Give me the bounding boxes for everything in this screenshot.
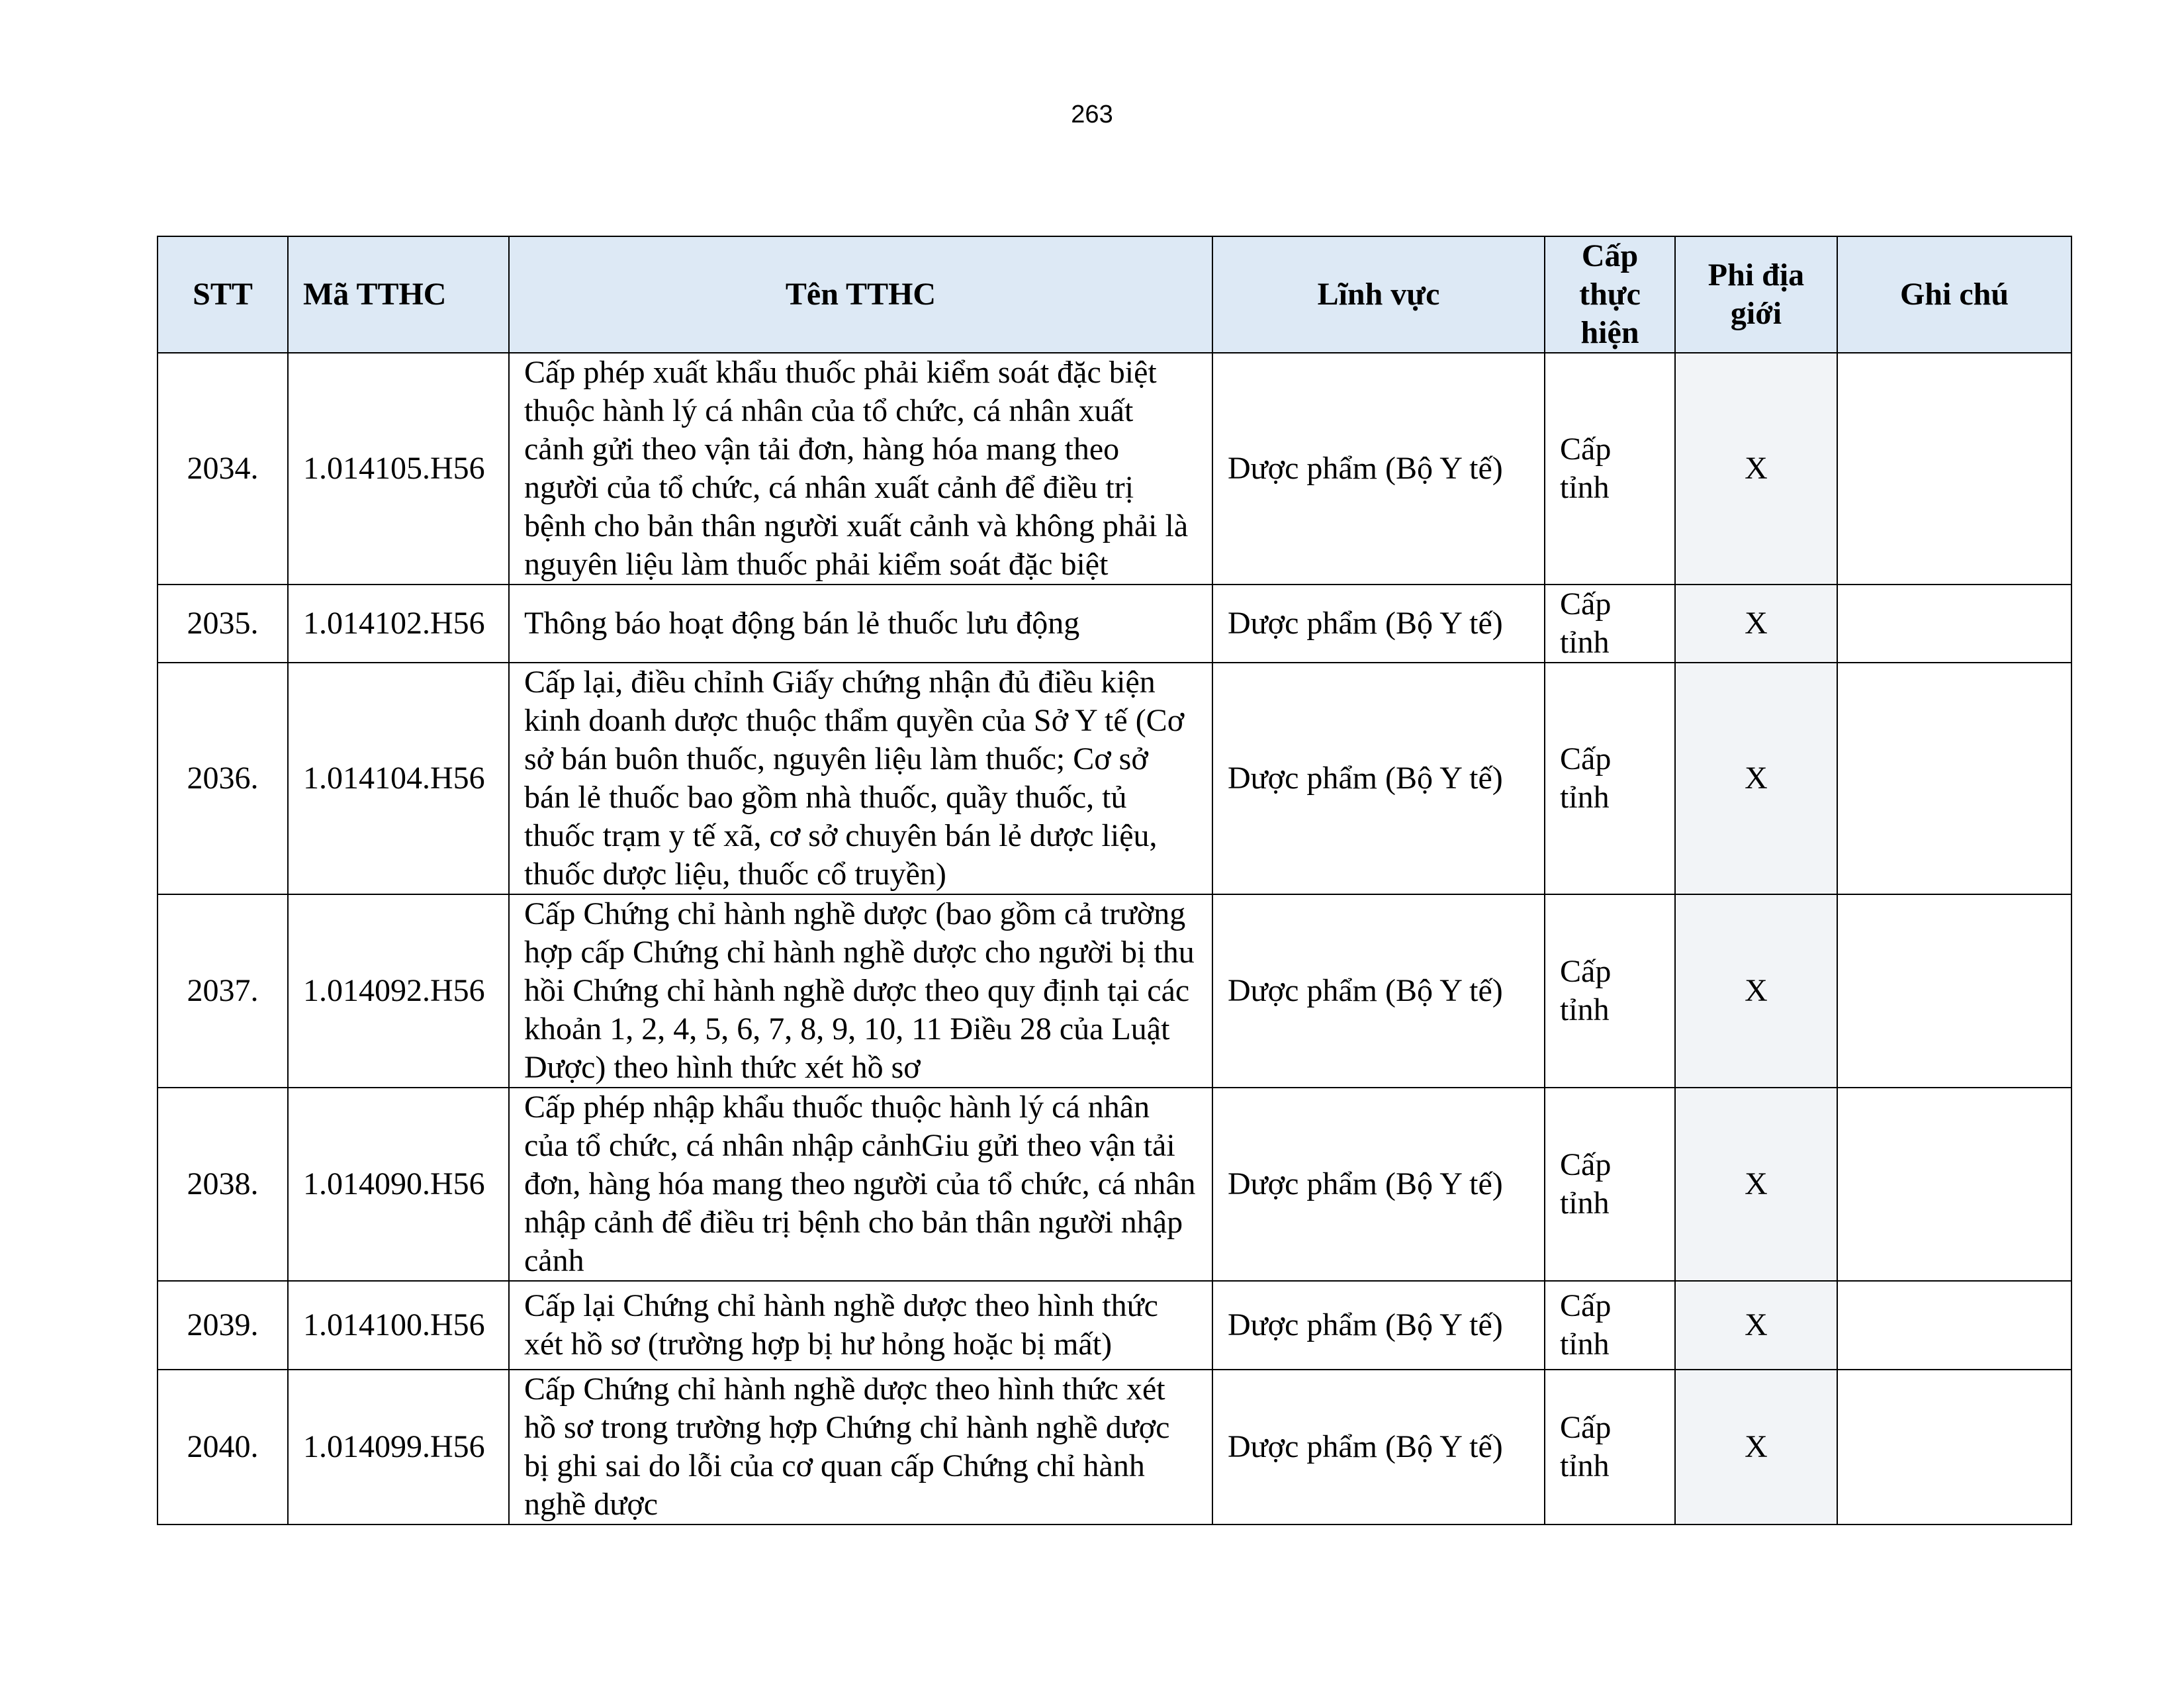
cell-cap-thuc-hien: Cấp tỉnh xyxy=(1545,585,1675,663)
cell-stt: 2037. xyxy=(158,894,288,1088)
cell-stt: 2040. xyxy=(158,1370,288,1524)
cell-stt: 2038. xyxy=(158,1088,288,1281)
procedures-table xyxy=(157,236,2072,1525)
cell-linh-vuc: Dược phẩm (Bộ Y tế) xyxy=(1212,353,1545,585)
cell-ghi-chu xyxy=(1837,1370,2071,1524)
cell-ma-tthc: 1.014105.H56 xyxy=(288,353,509,585)
cell-ma-tthc: 1.014099.H56 xyxy=(288,1370,509,1524)
table-row xyxy=(158,1281,2071,1370)
cell-linh-vuc: Dược phẩm (Bộ Y tế) xyxy=(1212,1281,1545,1370)
cell-phi-dia-gioi: X xyxy=(1675,1088,1837,1281)
cell-ten-tthc: Cấp phép xuất khẩu thuốc phải kiểm soát đặc biệt thuộc hành lý cá nhân của tổ chức, cá nhân xuất cảnh gửi theo vận tải đơn, hàng hóa mang theo người của tổ chức, cá nhân xuất cảnh để điều trị bệnh cho bản thân người xuất cảnh và không phải là nguyên liệu làm thuốc phải kiểm soát đặc biệt xyxy=(509,353,1212,585)
cell-ten-tthc: Cấp Chứng chỉ hành nghề dược (bao gồm cả trường hợp cấp Chứng chỉ hành nghề dược cho người bị thu hồi Chứng chỉ hành nghề dược theo quy định tại các khoản 1, 2, 4, 5, 6, 7, 8, 9, 10, 11 Điều 28 của Luật Dược) theo hình thức xét hồ sơ xyxy=(509,894,1212,1088)
cell-ghi-chu xyxy=(1837,1281,2071,1370)
cell-phi-dia-gioi: X xyxy=(1675,663,1837,894)
table-row xyxy=(158,585,2071,663)
cell-stt: 2036. xyxy=(158,663,288,894)
cell-phi-dia-gioi: X xyxy=(1675,894,1837,1088)
header-ghi-chu: Ghi chú xyxy=(1837,236,2071,353)
header-ma-tthc: Mã TTHC xyxy=(288,236,509,353)
cell-stt: 2039. xyxy=(158,1281,288,1370)
cell-cap-thuc-hien: Cấp tỉnh xyxy=(1545,894,1675,1088)
cell-ten-tthc: Cấp lại, điều chỉnh Giấy chứng nhận đủ điều kiện kinh doanh dược thuộc thẩm quyền của Sở Y tế (Cơ sở bán buôn thuốc, nguyên liệu làm thuốc; Cơ sở bán lẻ thuốc bao gồm nhà thuốc, quầy thuốc, tủ thuốc trạm y tế xã, cơ sở chuyên bán lẻ dược liệu, thuốc dược liệu, thuốc cổ truyền) xyxy=(509,663,1212,894)
header-cap-thuc-hien: Cấp thực hiện xyxy=(1545,236,1675,353)
cell-cap-thuc-hien: Cấp tỉnh xyxy=(1545,1088,1675,1281)
cell-ghi-chu xyxy=(1837,1088,2071,1281)
cell-ghi-chu xyxy=(1837,353,2071,585)
cell-ma-tthc: 1.014090.H56 xyxy=(288,1088,509,1281)
cell-ten-tthc: Thông báo hoạt động bán lẻ thuốc lưu động xyxy=(509,585,1212,663)
cell-stt: 2034. xyxy=(158,353,288,585)
cell-ghi-chu xyxy=(1837,585,2071,663)
cell-linh-vuc: Dược phẩm (Bộ Y tế) xyxy=(1212,585,1545,663)
cell-linh-vuc: Dược phẩm (Bộ Y tế) xyxy=(1212,1088,1545,1281)
header-ten-tthc: Tên TTHC xyxy=(509,236,1212,353)
page-number: 263 xyxy=(1071,101,1113,128)
header-linh-vuc: Lĩnh vực xyxy=(1212,236,1545,353)
cell-ten-tthc: Cấp Chứng chỉ hành nghề dược theo hình thức xét hồ sơ trong trường hợp Chứng chỉ hành nghề dược bị ghi sai do lỗi của cơ quan cấp Chứng chỉ hành nghề dược xyxy=(509,1370,1212,1524)
cell-cap-thuc-hien: Cấp tỉnh xyxy=(1545,663,1675,894)
cell-ma-tthc: 1.014100.H56 xyxy=(288,1281,509,1370)
cell-phi-dia-gioi: X xyxy=(1675,585,1837,663)
table-row xyxy=(158,353,2071,585)
cell-phi-dia-gioi: X xyxy=(1675,1370,1837,1524)
cell-stt: 2035. xyxy=(158,585,288,663)
header-phi-dia-gioi: Phi địa giới xyxy=(1675,236,1837,353)
cell-cap-thuc-hien: Cấp tỉnh xyxy=(1545,1370,1675,1524)
table-header-row xyxy=(158,236,2071,353)
table-row xyxy=(158,1088,2071,1281)
cell-ten-tthc: Cấp lại Chứng chỉ hành nghề dược theo hình thức xét hồ sơ (trường hợp bị hư hỏng hoặc bị mất) xyxy=(509,1281,1212,1370)
cell-ma-tthc: 1.014102.H56 xyxy=(288,585,509,663)
cell-cap-thuc-hien: Cấp tỉnh xyxy=(1545,353,1675,585)
cell-phi-dia-gioi: X xyxy=(1675,1281,1837,1370)
header-stt: STT xyxy=(158,236,288,353)
table-row xyxy=(158,663,2071,894)
cell-ma-tthc: 1.014104.H56 xyxy=(288,663,509,894)
cell-cap-thuc-hien: Cấp tỉnh xyxy=(1545,1281,1675,1370)
cell-linh-vuc: Dược phẩm (Bộ Y tế) xyxy=(1212,894,1545,1088)
cell-linh-vuc: Dược phẩm (Bộ Y tế) xyxy=(1212,663,1545,894)
cell-ma-tthc: 1.014092.H56 xyxy=(288,894,509,1088)
cell-ghi-chu xyxy=(1837,894,2071,1088)
cell-ten-tthc: Cấp phép nhập khẩu thuốc thuộc hành lý cá nhân của tổ chức, cá nhân nhập cảnhGiu gửi theo vận tải đơn, hàng hóa mang theo người của tổ chức, cá nhân nhập cảnh để điều trị bệnh cho bản thân người nhập cảnh xyxy=(509,1088,1212,1281)
table-row xyxy=(158,1370,2071,1524)
cell-ghi-chu xyxy=(1837,663,2071,894)
cell-linh-vuc: Dược phẩm (Bộ Y tế) xyxy=(1212,1370,1545,1524)
table-row xyxy=(158,894,2071,1088)
cell-phi-dia-gioi: X xyxy=(1675,353,1837,585)
